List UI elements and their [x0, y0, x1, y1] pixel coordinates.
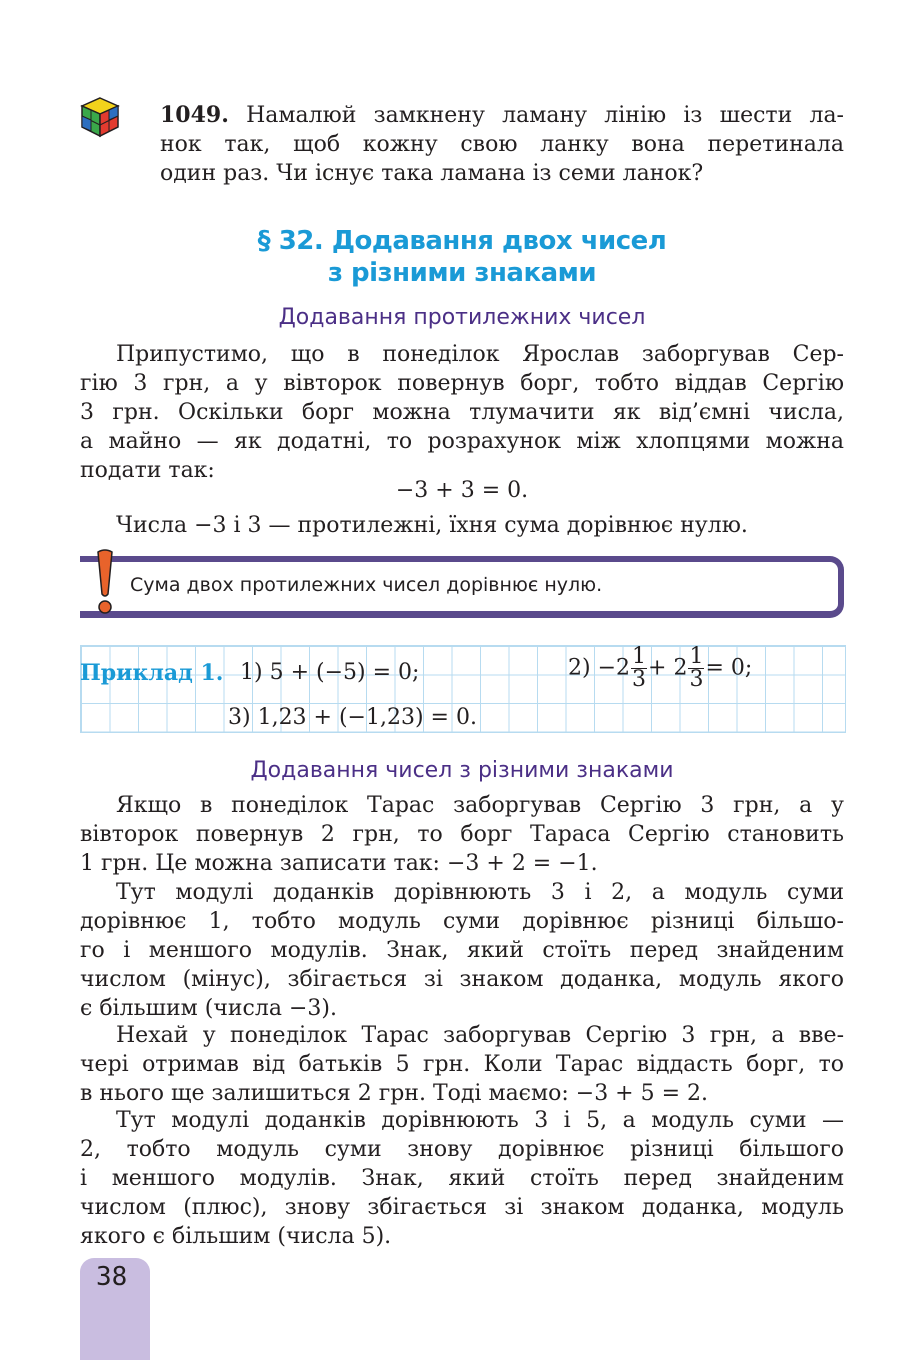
text-line: числом (мінус), збігається зі знаком доданка, модуль якого — [80, 967, 844, 992]
example-item-3: 3) 1,23 + (−1,23) = 0. — [228, 705, 477, 730]
text-line: 2, тобто модуль суми знову дорівнює різниці більшого — [80, 1137, 844, 1162]
text-line: а майно — як додатні, то розрахунок між хлопцями можна — [80, 429, 844, 454]
formula: −3 + 3 = 0. — [395, 478, 529, 503]
text-line: подати так: — [80, 458, 215, 483]
text-line: 1 грн. Це можна записати так: −3 + 2 = −1. — [80, 851, 598, 876]
example-item-2-prefix: 2) −2 — [568, 655, 631, 681]
exercise-line: нок так, щоб кожну свою ланку вона перетинала — [160, 132, 844, 157]
text-line: вівторок повернув 2 грн, то борг Тараса Сергію становить — [80, 822, 844, 847]
text-line: є більшим (числа −3). — [80, 996, 337, 1021]
paragraph — [80, 1021, 844, 1108]
exercise-line: один раз. Чи існує така ламана із семи ланок? — [160, 161, 704, 186]
example-item-2-mid: + 2 — [648, 655, 688, 681]
fraction-numerator: 1 — [632, 644, 647, 669]
rule-text: Сума двох протилежних чисел дорівнює нулю. — [130, 574, 603, 596]
subsection-title-different-signs: Додавання чисел з різними знаками — [250, 758, 674, 783]
text-line: Якщо в понеділок Тарас заборгував Сергію 3 грн, а у — [116, 793, 844, 818]
fraction-denominator: 3 — [689, 667, 704, 692]
text-line: го і меншого модулів. Знак, який стоїть перед знайденим — [80, 938, 844, 963]
exercise-1049 — [160, 101, 844, 188]
section-title-line1: § 32. Додавання двох чисел — [257, 226, 667, 256]
example-item-2 — [568, 646, 752, 691]
text-line: і меншого модулів. Знак, який стоїть перед знайденим — [80, 1166, 844, 1191]
text-line: числом (плюс), знову збігається зі знаком доданка, модуль — [80, 1195, 844, 1220]
cube-icon — [78, 96, 122, 140]
text-line: чері отримав від батьків 5 грн. Коли Тарас віддасть борг, то — [80, 1052, 844, 1077]
subsection-title-opposite: Додавання протилежних чисел — [278, 305, 646, 330]
paragraph — [80, 511, 844, 540]
text-line: Припустимо, що в понеділок Ярослав заборгував Сер- — [116, 342, 844, 367]
text-line: в нього ще залишиться 2 грн. Тоді маємо: −3 + 5 = 2. — [80, 1081, 709, 1106]
text-line: дорівнює 1, тобто модуль суми дорівнює різниці більшо- — [80, 909, 844, 934]
paragraph — [80, 340, 844, 485]
page-number: 38 — [96, 1262, 128, 1292]
paragraph — [80, 878, 844, 1023]
paragraph — [80, 791, 844, 878]
section-title-line2: з різними знаками — [327, 258, 597, 288]
exercise-number: 1049. — [160, 102, 229, 128]
text-line: якого є більшим (числа 5). — [80, 1224, 392, 1249]
example-item-2-suffix: = 0; — [705, 655, 753, 681]
section-title — [80, 225, 844, 289]
fraction — [688, 646, 704, 691]
text-line: Нехай у понеділок Тарас заборгував Сергію 3 грн, а вве- — [116, 1023, 844, 1048]
text-line: гію 3 грн, а у вівторок повернув борг, тобто віддав Сергію — [80, 371, 844, 396]
text-line: Числа −3 і 3 — протилежні, їхня сума дорівнює нулю. — [116, 513, 748, 538]
text-line: 3 грн. Оскільки борг можна тлумачити як від’ємні числа, — [80, 400, 844, 425]
example-label: Приклад 1. — [80, 660, 224, 686]
text-line: Тут модулі доданків дорівнюють 3 і 5, а модуль суми — — [116, 1108, 844, 1133]
example-item-1: 1) 5 + (−5) = 0; — [240, 660, 420, 685]
paragraph — [80, 1106, 844, 1251]
exclamation-icon — [92, 548, 118, 618]
fraction-numerator: 1 — [689, 644, 704, 669]
fraction — [631, 646, 647, 691]
text-line: Тут модулі доданків дорівнюють 3 і 2, а модуль суми — [116, 880, 844, 905]
fraction-denominator: 3 — [632, 667, 647, 692]
exercise-line: Намалюй замкнену ламану лінію із шести ла- — [246, 103, 844, 128]
